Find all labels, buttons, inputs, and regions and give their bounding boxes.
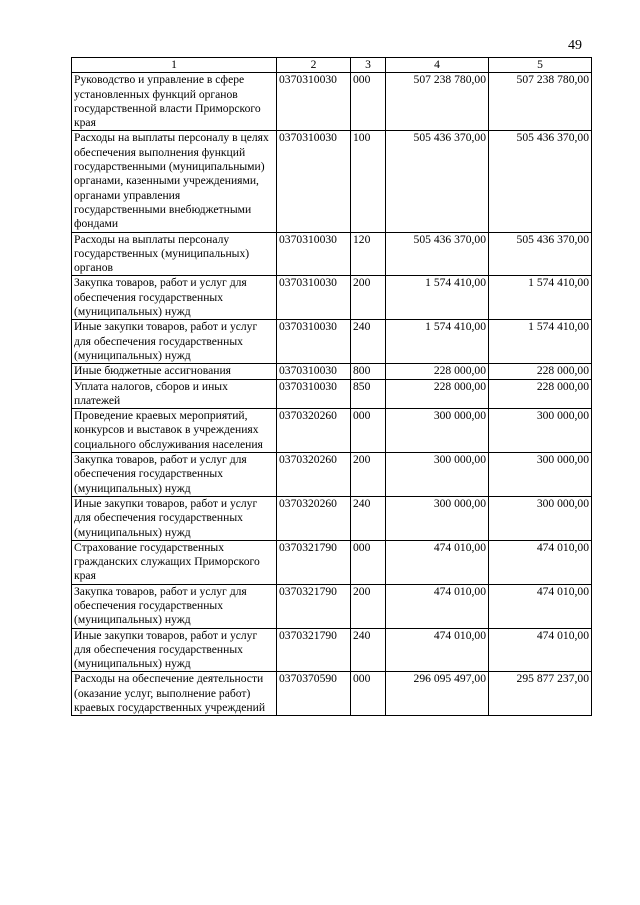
row-name: Иные закупки товаров, работ и услуг для обеспечения государственных (муниципальных) нужд: [72, 628, 277, 672]
row-target-code: 0370320260: [277, 496, 351, 540]
header-col-5: 5: [489, 58, 592, 73]
row-name: Закупка товаров, работ и услуг для обеспечения государственных (муниципальных) нужд: [72, 584, 277, 628]
header-col-1: 1: [72, 58, 277, 73]
row-amount-col5: 474 010,00: [489, 584, 592, 628]
row-name: Руководство и управление в сфере установленных функций органов государственной власти Приморского края: [72, 73, 277, 131]
row-amount-col5: 507 238 780,00: [489, 73, 592, 131]
row-amount-col5: 295 877 237,00: [489, 672, 592, 716]
row-amount-col5: 300 000,00: [489, 453, 592, 497]
row-expense-type: 800: [351, 364, 386, 379]
row-expense-type: 120: [351, 232, 386, 276]
row-name: Иные закупки товаров, работ и услуг для обеспечения государственных (муниципальных) нужд: [72, 320, 277, 364]
row-name: Расходы на выплаты персоналу в целях обеспечения выполнения функций государственными (муниципальными) органами, казенными учреждениями, органами управления государственными внебюджетными фондами: [72, 131, 277, 232]
row-amount-col5: 474 010,00: [489, 628, 592, 672]
table-row: [72, 320, 592, 364]
row-expense-type: 000: [351, 73, 386, 131]
page-number: 49: [568, 38, 582, 53]
row-target-code: 0370320260: [277, 409, 351, 453]
table-body: [72, 73, 592, 716]
row-target-code: 0370310030: [277, 232, 351, 276]
row-name: Закупка товаров, работ и услуг для обеспечения государственных (муниципальных) нужд: [72, 453, 277, 497]
row-expense-type: 240: [351, 628, 386, 672]
row-target-code: 0370370590: [277, 672, 351, 716]
header-col-4: 4: [386, 58, 489, 73]
row-name: Закупка товаров, работ и услуг для обеспечения государственных (муниципальных) нужд: [72, 276, 277, 320]
row-target-code: 0370321790: [277, 628, 351, 672]
row-amount-col4: 300 000,00: [386, 409, 489, 453]
row-name: Страхование государственных гражданских служащих Приморского края: [72, 540, 277, 584]
row-target-code: 0370321790: [277, 540, 351, 584]
row-amount-col5: 300 000,00: [489, 496, 592, 540]
row-amount-col4: 1 574 410,00: [386, 320, 489, 364]
row-amount-col4: 505 436 370,00: [386, 232, 489, 276]
row-amount-col5: 228 000,00: [489, 364, 592, 379]
row-amount-col5: 1 574 410,00: [489, 320, 592, 364]
row-target-code: 0370310030: [277, 131, 351, 232]
row-expense-type: 100: [351, 131, 386, 232]
row-expense-type: 200: [351, 453, 386, 497]
table-row: [72, 540, 592, 584]
row-amount-col5: 300 000,00: [489, 409, 592, 453]
row-target-code: 0370320260: [277, 453, 351, 497]
row-name: Иные бюджетные ассигнования: [72, 364, 277, 379]
row-name: Иные закупки товаров, работ и услуг для обеспечения государственных (муниципальных) нужд: [72, 496, 277, 540]
table-row: [72, 584, 592, 628]
header-col-2: 2: [277, 58, 351, 73]
row-target-code: 0370310030: [277, 379, 351, 409]
row-amount-col4: 228 000,00: [386, 364, 489, 379]
table-row: [72, 379, 592, 409]
table-row: [72, 453, 592, 497]
budget-table: [71, 57, 592, 716]
table-header: [72, 58, 592, 73]
row-amount-col5: 228 000,00: [489, 379, 592, 409]
row-expense-type: 200: [351, 276, 386, 320]
row-expense-type: 240: [351, 496, 386, 540]
table-row: [72, 232, 592, 276]
row-target-code: 0370321790: [277, 584, 351, 628]
row-target-code: 0370310030: [277, 73, 351, 131]
row-amount-col4: 300 000,00: [386, 453, 489, 497]
table-row: [72, 672, 592, 716]
row-name: Расходы на выплаты персоналу государственных (муниципальных) органов: [72, 232, 277, 276]
row-expense-type: 240: [351, 320, 386, 364]
header-col-3: 3: [351, 58, 386, 73]
row-amount-col5: 474 010,00: [489, 540, 592, 584]
row-amount-col5: 505 436 370,00: [489, 232, 592, 276]
row-amount-col5: 505 436 370,00: [489, 131, 592, 232]
table-row: [72, 364, 592, 379]
row-target-code: 0370310030: [277, 276, 351, 320]
row-amount-col4: 505 436 370,00: [386, 131, 489, 232]
row-name: Проведение краевых мероприятий, конкурсов и выставок в учреждениях социального обслуживания населения: [72, 409, 277, 453]
row-amount-col4: 474 010,00: [386, 540, 489, 584]
table-row: [72, 409, 592, 453]
table-row: [72, 73, 592, 131]
row-expense-type: 000: [351, 540, 386, 584]
table-row: [72, 628, 592, 672]
table-row: [72, 496, 592, 540]
row-amount-col5: 1 574 410,00: [489, 276, 592, 320]
row-amount-col4: 300 000,00: [386, 496, 489, 540]
row-amount-col4: 228 000,00: [386, 379, 489, 409]
row-name: Уплата налогов, сборов и иных платежей: [72, 379, 277, 409]
row-target-code: 0370310030: [277, 364, 351, 379]
row-amount-col4: 507 238 780,00: [386, 73, 489, 131]
row-expense-type: 000: [351, 672, 386, 716]
table-row: [72, 131, 592, 232]
table-row: [72, 276, 592, 320]
row-expense-type: 850: [351, 379, 386, 409]
row-amount-col4: 474 010,00: [386, 628, 489, 672]
row-target-code: 0370310030: [277, 320, 351, 364]
header-row: [72, 58, 592, 73]
row-amount-col4: 474 010,00: [386, 584, 489, 628]
row-amount-col4: 1 574 410,00: [386, 276, 489, 320]
row-name: Расходы на обеспечение деятельности (оказание услуг, выполнение работ) краевых государственных учреждений: [72, 672, 277, 716]
row-expense-type: 000: [351, 409, 386, 453]
row-amount-col4: 296 095 497,00: [386, 672, 489, 716]
row-expense-type: 200: [351, 584, 386, 628]
